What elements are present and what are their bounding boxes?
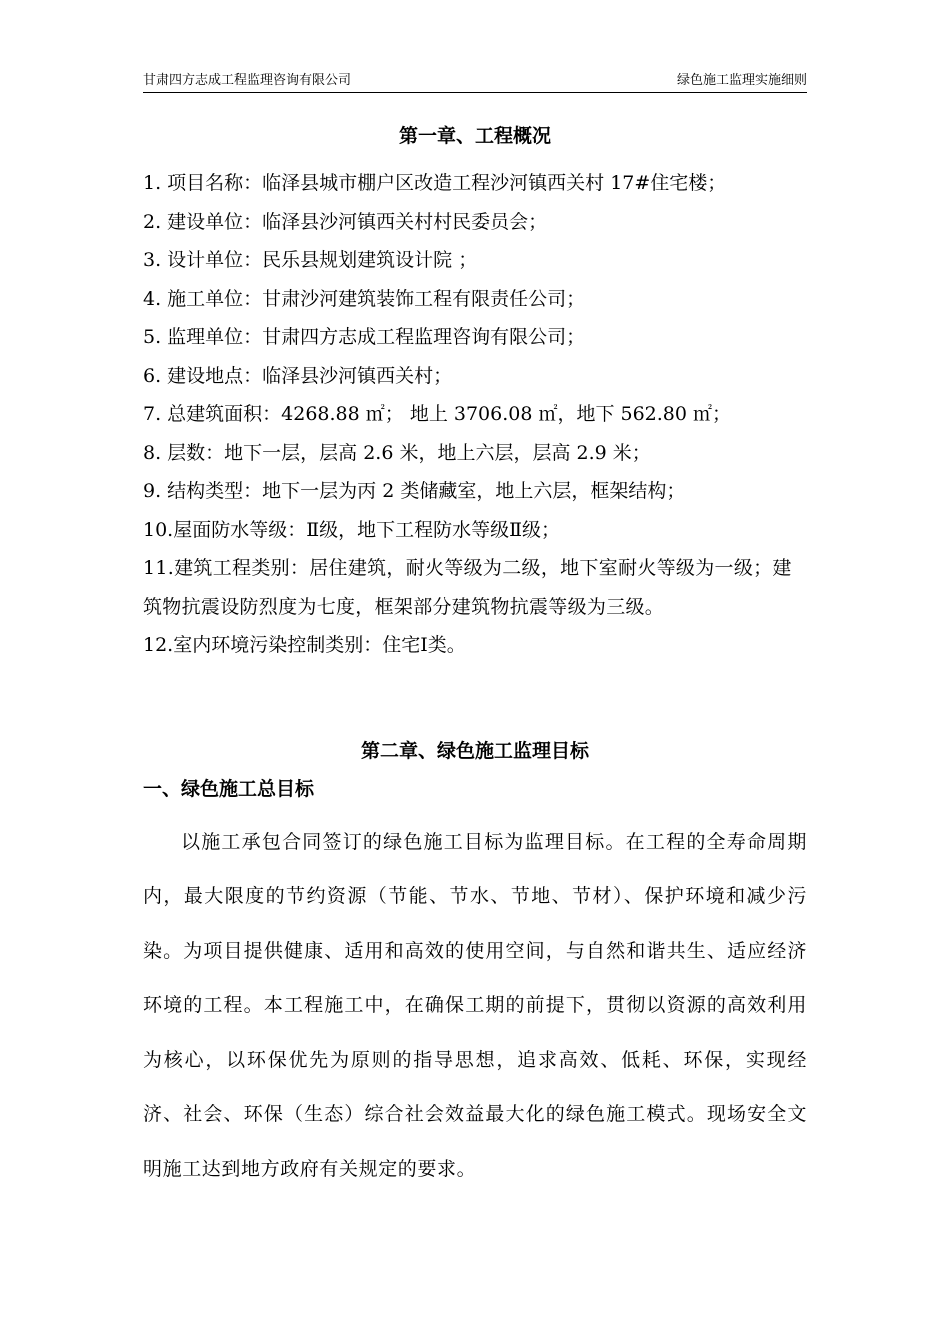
header-doc-title: 绿色施工监理实施细则 [676,73,807,88]
list-item: 11.建筑工程类别：居住建筑，耐火等级为二级，地下室耐火等级为一级；建筑物抗震设防烈度为七度，框架部分建筑物抗震等级为三级。 [143,557,792,618]
list-item: 1. 项目名称：临泽县城市棚户区改造工程沙河镇西关村 17#住宅楼； [143,172,727,194]
section-title: 一、绿色施工总目标 [143,777,315,800]
section-paragraph: 以施工承包合同签订的绿色施工目标为监理目标。在工程的全寿命周期内，最大限度的节约资源（节能、节水、节地、节材）、保护环境和减少污染。为项目提供健康、适用和高效的使用空间，与自然和谐共生、适应经济环境的工程。本工程施工中，在确保工期的前提下，贯彻以资源的高效利用为核心，以环保优先为原则的指导思想，追求高效、低耗、环保，实现经济、社会、环保（生态）综合社会效益最大化的绿色施工模式。现场安全文明施工达到地方政府有关规定的要求。 [143,830,807,1180]
list-item: 2. 建设单位：临泽县沙河镇西关村村民委员会； [143,210,548,233]
list-item: 9. 结构类型：地下一层为丙 2 类储藏室，地上六层，框架结构； [143,480,686,502]
list-item: 7. 总建筑面积：4268.88 ㎡； 地上 3706.08 ㎡，地下 562.80 ㎡； [143,403,732,425]
document-body [143,118,807,1196]
chapter-2-title: 第二章、绿色施工监理目标 [360,739,589,762]
list-item: 4. 施工单位：甘肃沙河建筑装饰工程有限责任公司； [143,287,586,310]
header-company: 甘肃四方志成工程监理咨询有限公司 [143,73,352,88]
list-item: 8. 层数：地下一层，层高 2.6 米，地上六层，层高 2.9 米； [143,441,651,464]
spacer [143,665,807,733]
project-overview-list [143,164,807,665]
page-header [143,72,807,93]
list-item: 3. 设计单位：民乐县规划建筑设计院 ； [143,249,478,271]
list-item: 12.室内环境污染控制类别：住宅Ⅰ类。 [143,634,466,656]
list-item: 6. 建设地点：临泽县沙河镇西关村； [143,364,453,387]
list-item: 5. 监理单位：甘肃四方志成工程监理咨询有限公司； [143,326,586,348]
list-item: 10.屋面防水等级：Ⅱ级，地下工程防水等级Ⅱ级； [143,518,561,541]
chapter-1-title: 第一章、工程概况 [398,125,551,147]
